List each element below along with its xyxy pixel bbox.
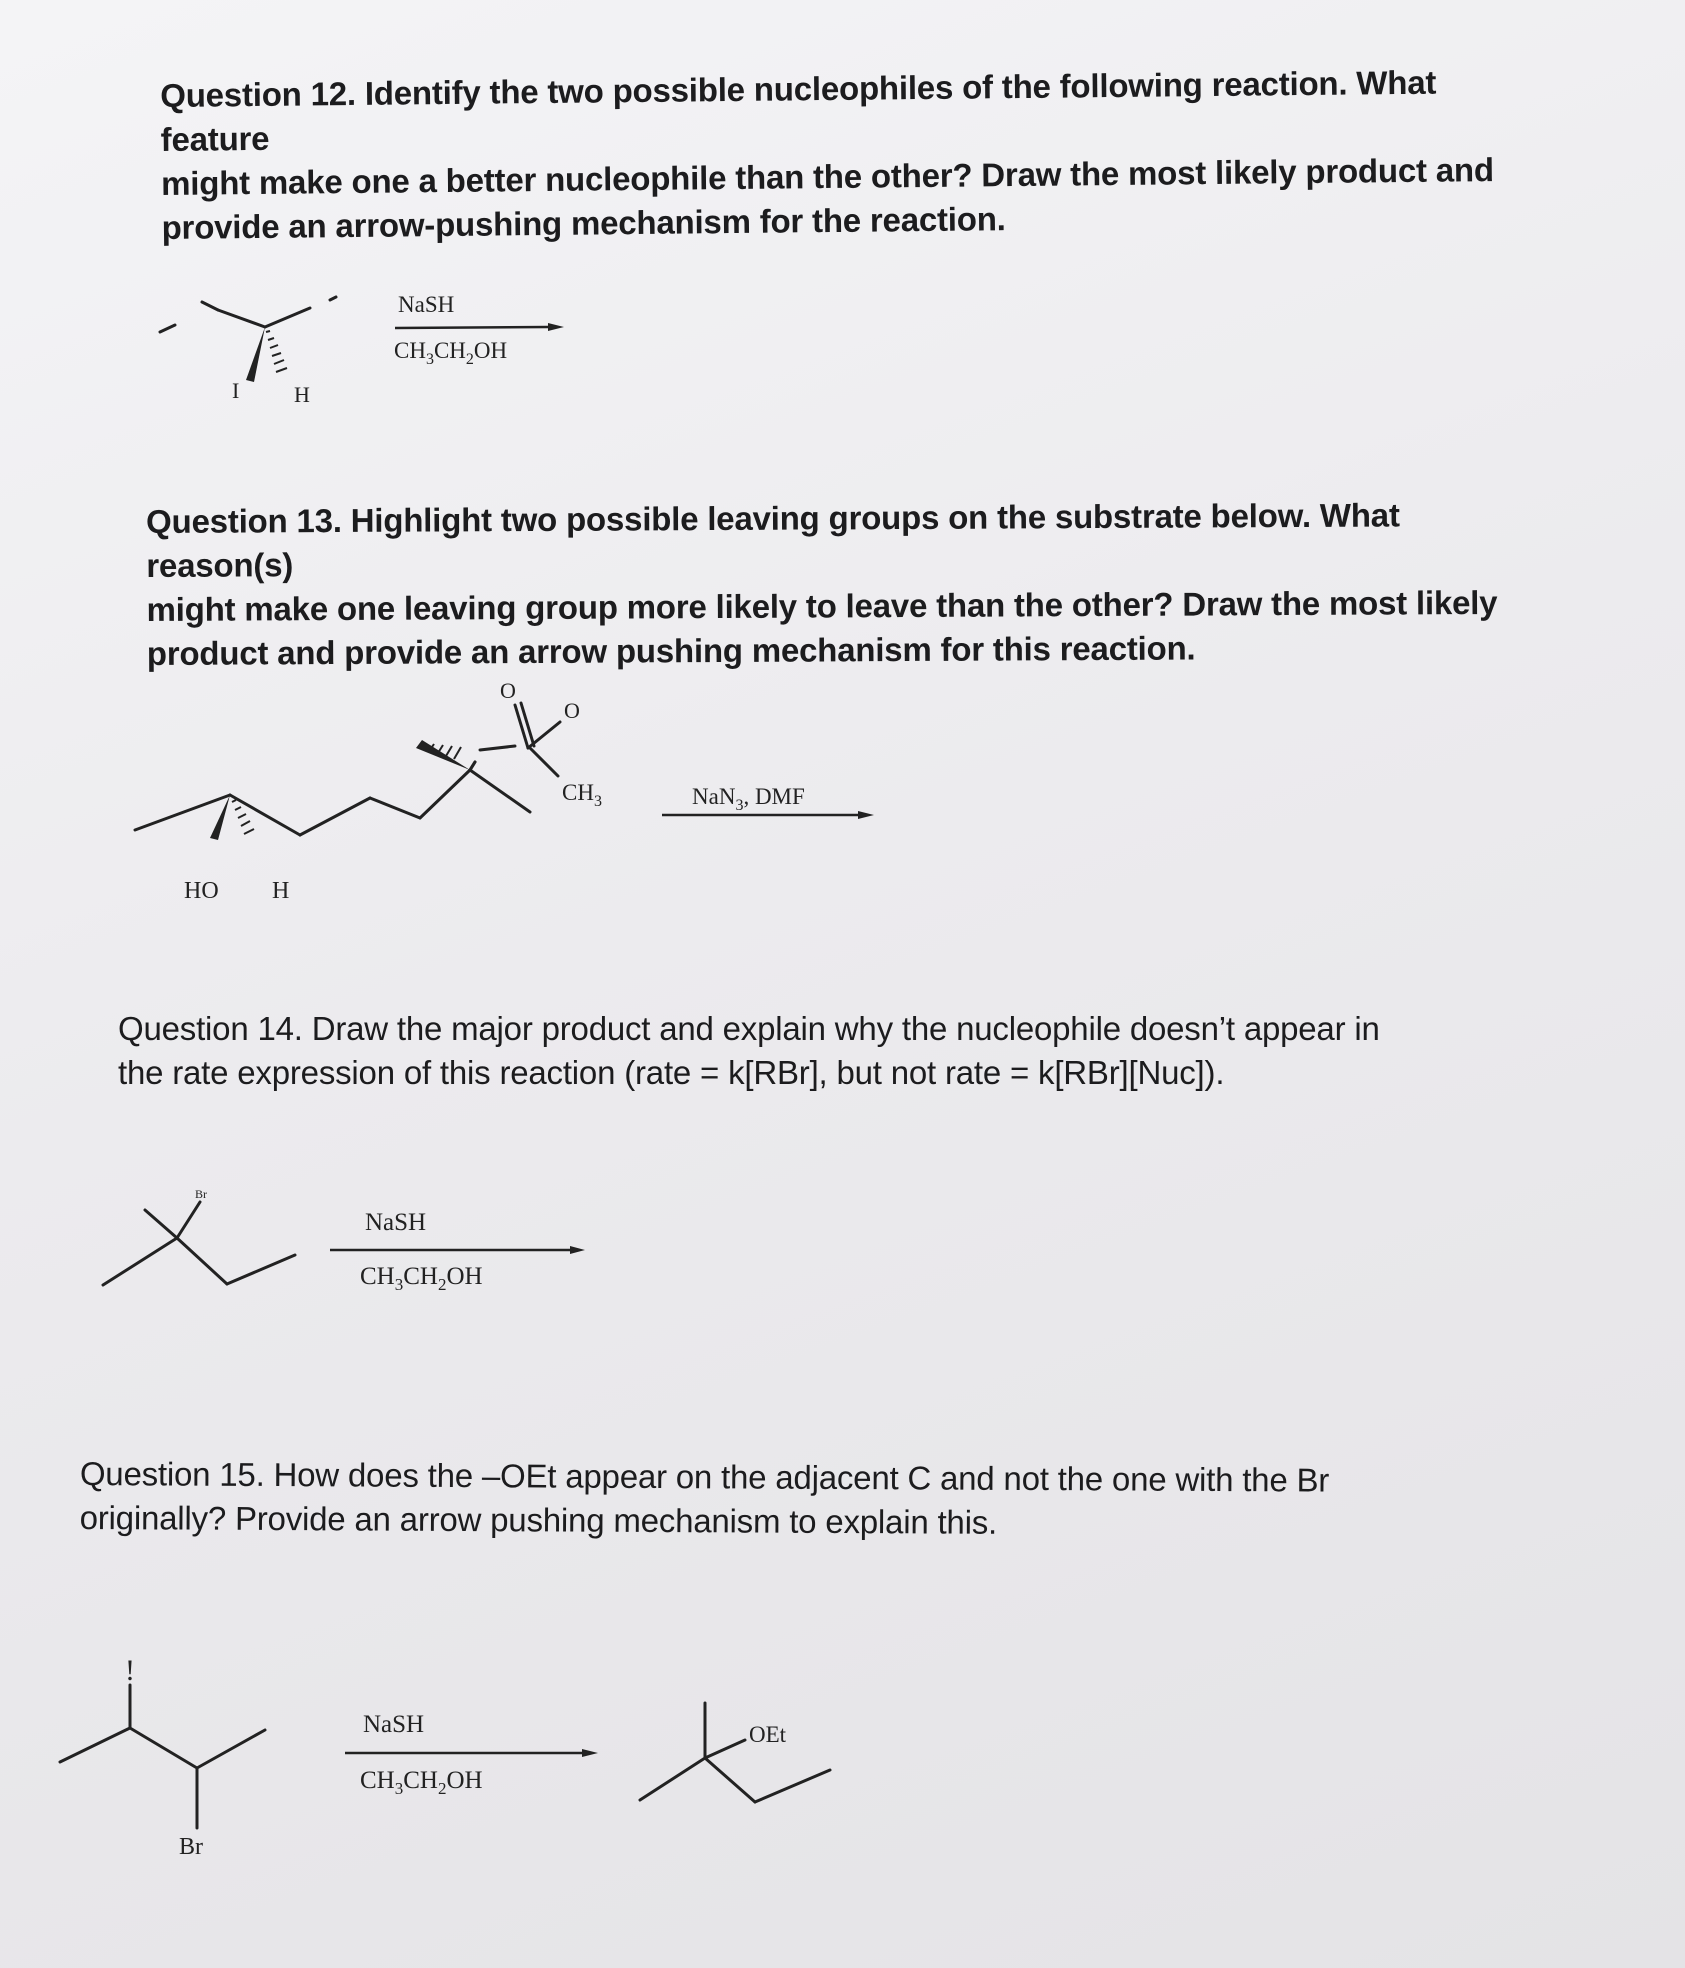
reaction-15-solvent: $CH_3CH_2OH$: [360, 1767, 483, 1798]
question-15: [80, 1452, 1520, 1548]
reaction-13-scheme: [130, 670, 890, 920]
reaction-12-solvent: $CH_3CH_2OH$: [394, 338, 508, 368]
reaction-14-substrate: [103, 1202, 295, 1285]
reaction-14-bromine-label: Br: [195, 1187, 207, 1201]
question-12-line-2: might make one a better nucleophile than the other? Draw the most likely product and: [160, 151, 1495, 202]
question-12-line-3: provide an arrow-pushing mechanism for the reaction.: [161, 200, 1006, 246]
question-15-line-2: originally? Provide an arrow pushing mechanism to explain this.: [79, 1498, 998, 1541]
reaction-15-substrate: [60, 1685, 265, 1828]
reaction-12-hydrogen-label: H: [294, 382, 310, 407]
reaction-13-methyl-label: $CH_3$: [562, 780, 602, 810]
reaction-13-arrow: [662, 811, 874, 819]
reaction-12-substrate: [160, 297, 336, 332]
question-13-line-1: Question 13. Highlight two possible leaving groups on the substrate below. What reason(s): [146, 496, 1400, 584]
question-14-line-1: Question 14. Draw the major product and explain why the nucleophile doesn’t appear in: [118, 1010, 1380, 1047]
question-12-line-1: Question 12. Identify the two possible nucleophiles of the following reaction. What feature: [160, 63, 1437, 158]
reaction-13-hash-bond-lower: [232, 800, 254, 834]
reaction-13-substrate-chain: [135, 762, 530, 835]
reaction-15-bromine-label: Br: [179, 1834, 203, 1860]
question-12: [160, 60, 1532, 250]
question-14-line-2: the rate expression of this reaction (rate = k[RBr], but not rate = k[RBr][Nuc]).: [118, 1054, 1225, 1091]
reaction-13-hydrogen-label: H: [272, 878, 290, 904]
reaction-13-reagent: NaN$_3$, DMF: [692, 784, 805, 814]
reaction-15-mark-label: !: [125, 1654, 135, 1687]
reaction-13-ester-oxygen-label: O: [564, 698, 580, 723]
reaction-12-hash-bond: [266, 331, 287, 372]
reaction-12-arrow: [395, 323, 564, 331]
reaction-13-hydroxyl-label: HO: [184, 878, 219, 904]
reaction-12-wedge-bond: [246, 327, 265, 382]
reaction-13-wedge-bond: [416, 740, 470, 770]
reaction-15-reagent: NaSH: [363, 1711, 425, 1738]
reaction-12-iodine-label: I: [232, 378, 240, 403]
reaction-14-reagent: NaSH: [365, 1209, 427, 1236]
question-13-line-2: might make one leaving group more likely to leave than the other? Draw the most likely: [146, 583, 1498, 628]
reaction-13-ester-group: [480, 703, 560, 776]
reaction-14-scheme: [95, 1180, 615, 1310]
reaction-14-solvent: $CH_3CH_2OH$: [360, 1263, 483, 1294]
question-13-line-3: product and provide an arrow pushing mechanism for this reaction.: [146, 629, 1196, 672]
reaction-15-product: [640, 1703, 830, 1802]
reaction-15-scheme: [55, 1640, 855, 1860]
question-15-line-1: Question 15. How does the –OEt appear on the adjacent C and not the one with the Br: [79, 1455, 1330, 1499]
reaction-13-carbonyl-oxygen-label: O: [500, 678, 516, 703]
reaction-12-scheme: [150, 280, 570, 420]
reaction-12-reagent: NaSH: [398, 292, 455, 317]
question-14: [118, 1007, 1538, 1095]
reaction-14-arrow: [330, 1246, 585, 1254]
question-13: [146, 493, 1537, 676]
reaction-15-arrow: [345, 1749, 598, 1757]
reaction-15-ethoxy-label: OEt: [749, 1722, 787, 1747]
